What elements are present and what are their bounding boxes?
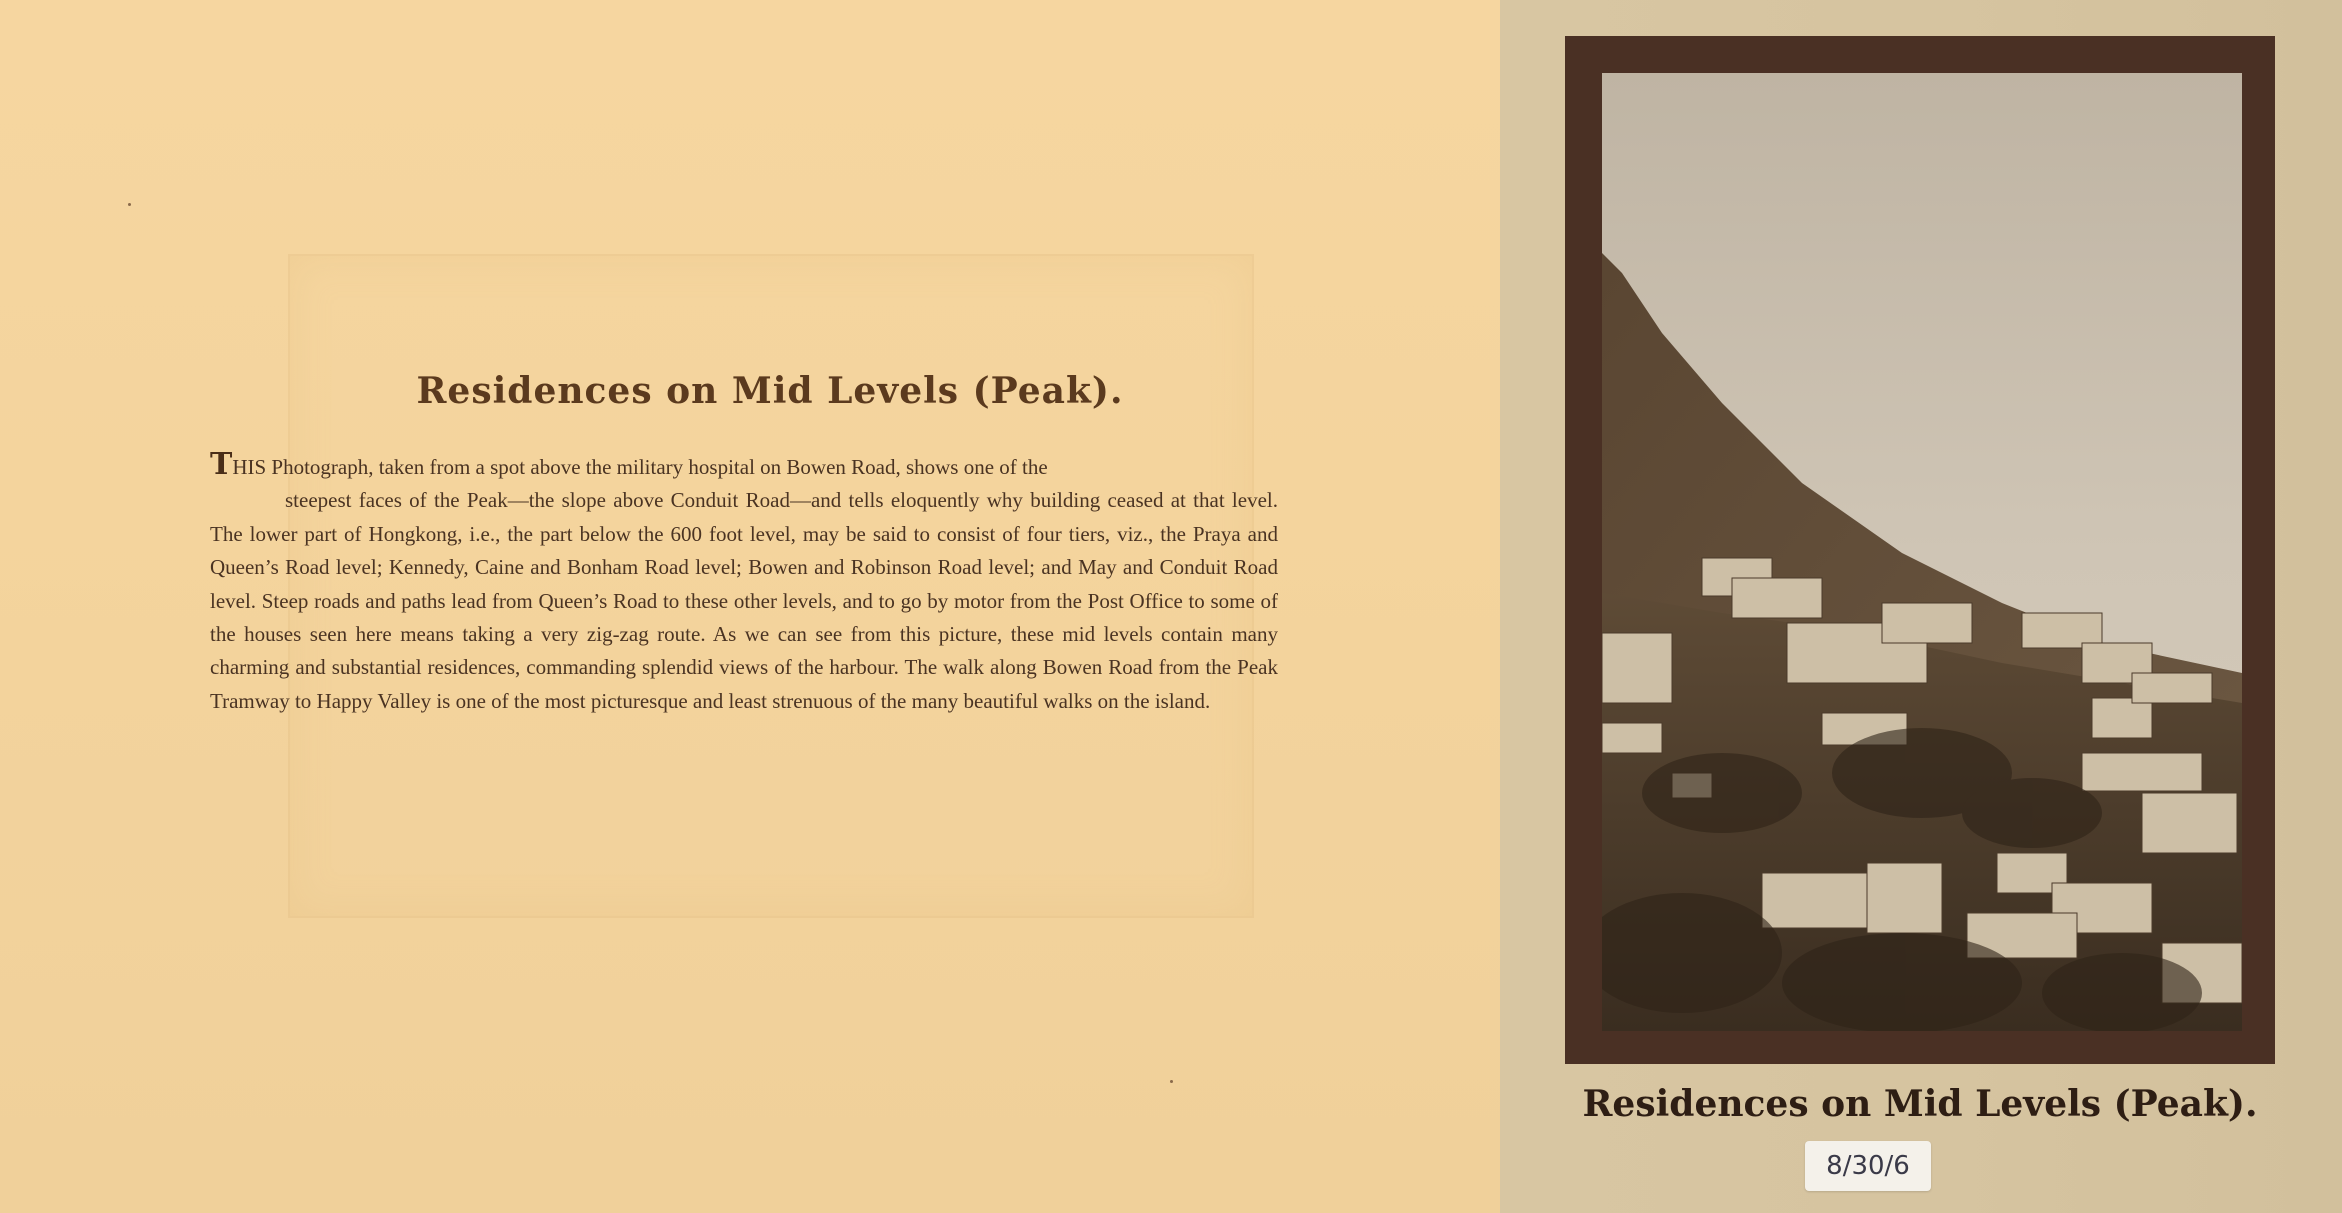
page-title: Residences on Mid Levels (Peak). — [416, 370, 1124, 412]
paper-speck — [128, 203, 131, 206]
body-text: steepest faces of the Peak—the slope above Conduit Road—and tells eloquently why building ceased at that level. The lower part of Hongkong, i.e., the part below the 600 foot level, may be said to consist of four tiers, viz., the Praya and Queen’s Road level; Kennedy, Caine and Bonham Road level; Bowen and Robinson Road level; and May and Conduit Road level. Steep roads and paths lead from Queen’s Road to these other levels, and to go by motor from the Post Office to some of the houses seen here means taking a very zig-zag route. As we can see from this picture, these mid levels contain many charming and substantial residences, commanding splendid views of the harbour. The walk along Bowen Road from the Peak Tramway to Happy Valley is one of the most picturesque and least strenuous of the many beautiful walks on the island. — [210, 488, 1278, 713]
hillside-photograph — [1602, 73, 2242, 1031]
body-paragraph — [210, 448, 1278, 718]
first-line-text: HIS Photograph, taken from a spot above the military hospital on Bowen Road, shows one of the — [232, 455, 1048, 479]
photo-caption: Residences on Mid Levels (Peak). — [1582, 1083, 2258, 1125]
paper-speck — [1170, 1080, 1173, 1083]
drop-cap: T — [210, 447, 233, 482]
photo-illustration — [1602, 73, 2242, 1031]
right-photo-board — [1500, 0, 2342, 1213]
catalog-number-label: 8/30/6 — [1805, 1141, 1931, 1191]
